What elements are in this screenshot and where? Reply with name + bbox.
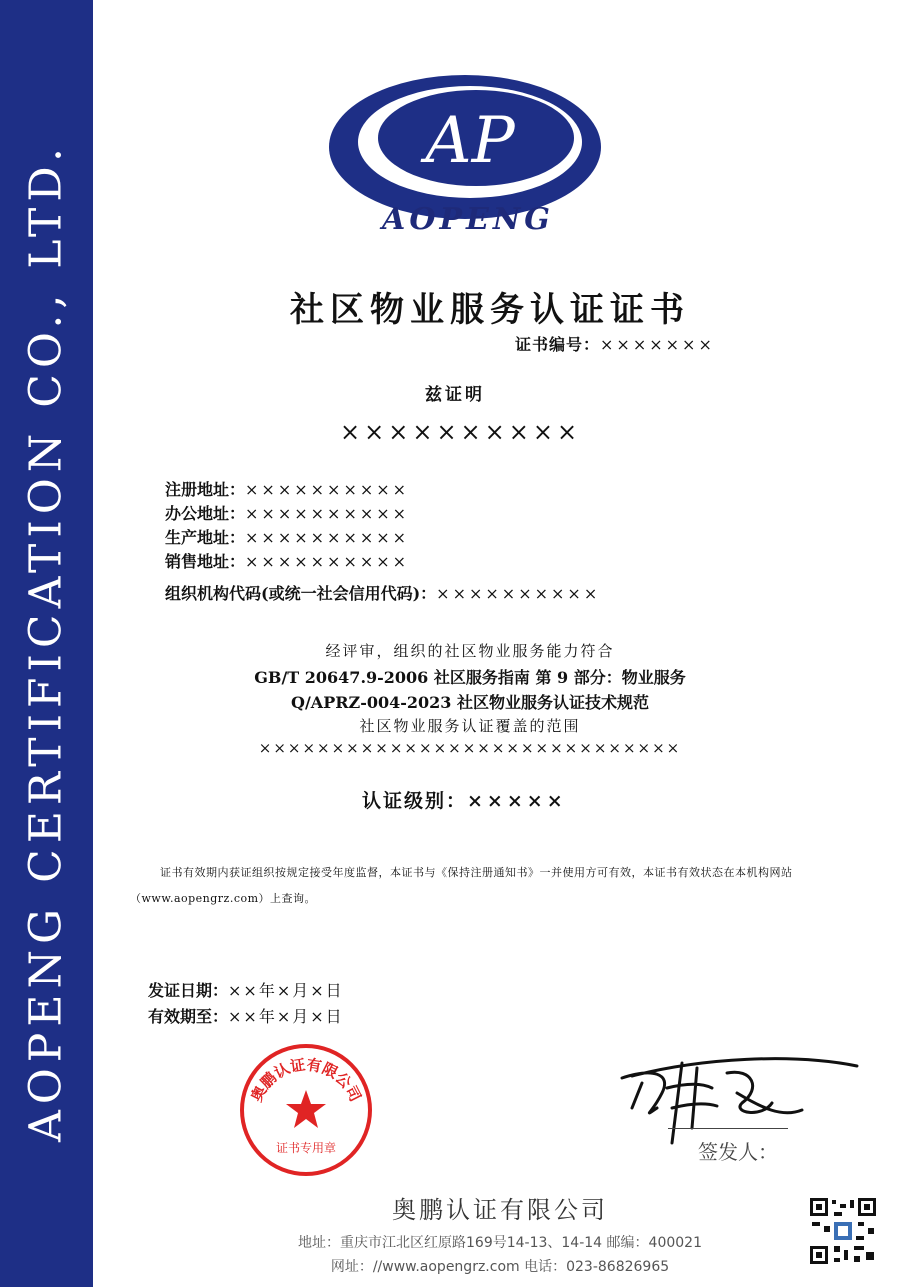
certificate-number-label: 证书编号： [515, 335, 601, 354]
footer-address: 地址：重庆市江北区红原路169号14-13、14-14 邮编：400021 [298, 1235, 702, 1251]
address-value: ×××××××××× [245, 480, 410, 499]
credit-code [165, 581, 600, 604]
company-seal [236, 1040, 376, 1180]
scope-value: ××××××××××××××××××××××××××××× [258, 739, 682, 757]
address-label: 办公地址： [165, 504, 246, 523]
address-value: ×××××××××× [245, 552, 410, 571]
seal-icon [236, 1040, 376, 1180]
address-value: ×××××××××× [245, 528, 410, 547]
signature-line [668, 1128, 788, 1129]
footer-web-phone: 网址：//www.aopengrz.com 电话：023-86826965 [330, 1259, 670, 1275]
issue-date-label: 发证日期： [148, 981, 229, 1000]
level-label: 认证级别： [362, 790, 468, 812]
signer-label: 签发人： [698, 1140, 778, 1164]
issue-date-value: ××年×月×日 [228, 981, 344, 1000]
svg-text:证书专用章: 证书专用章 [275, 1141, 337, 1155]
organization-name: ×××××××××× [340, 418, 582, 446]
standard-1: GB/T 20647.9-2006 社区服务指南 第 9 部分：物业服务 [254, 668, 686, 687]
valid-until-label: 有效期至： [148, 1007, 229, 1026]
sales-address [165, 549, 409, 572]
qr-code-icon[interactable] [808, 1196, 878, 1266]
issue-date [148, 978, 344, 1001]
side-band-text: AOPENG CERTIFICATION CO., LTD. [20, 141, 72, 1143]
address-value: ×××××××××× [245, 504, 410, 523]
hereby-certify: 兹证明 [425, 385, 485, 405]
address-label: 生产地址： [165, 528, 246, 547]
valid-until-value: ××年×月×日 [228, 1007, 344, 1026]
office-address [165, 501, 409, 524]
svg-text:AP: AP [425, 104, 515, 178]
certificate-number [515, 332, 715, 355]
logo-brand-word: AOPENG [382, 202, 554, 237]
credit-code-value: ×××××××××× [436, 584, 601, 603]
registered-address [165, 477, 409, 500]
svg-text:奥鹏认证有限公司: 奥鹏认证有限公司 [247, 1055, 365, 1105]
scope-title: 社区物业服务认证覆盖的范围 [359, 717, 581, 735]
certificate-number-value: ××××××× [600, 335, 715, 354]
level-value: ××××× [467, 790, 567, 812]
production-address [165, 525, 409, 548]
valid-until [148, 1004, 344, 1027]
footer-company-name: 奥鹏认证有限公司 [392, 1196, 608, 1224]
side-band [0, 0, 93, 1287]
certification-level [362, 786, 567, 813]
address-label: 销售地址： [165, 552, 246, 571]
evaluation-intro: 经评审，组织的社区物业服务能力符合 [325, 642, 615, 660]
credit-code-label: 组织机构代码(或统一社会信用代码)： [165, 584, 437, 603]
address-label: 注册地址： [165, 480, 246, 499]
standard-2: Q/APRZ-004-2023 社区物业服务认证技术规范 [291, 693, 649, 712]
certificate-title: 社区物业服务认证证书 [290, 290, 690, 330]
validity-notice: 证书有效期内获证组织按规定接受年度监督，本证书与《保持注册通知书》一并使用方可有效，本证书有效状态在本机构网站（www.aopengrz.com）上查询。 [130, 866, 793, 905]
